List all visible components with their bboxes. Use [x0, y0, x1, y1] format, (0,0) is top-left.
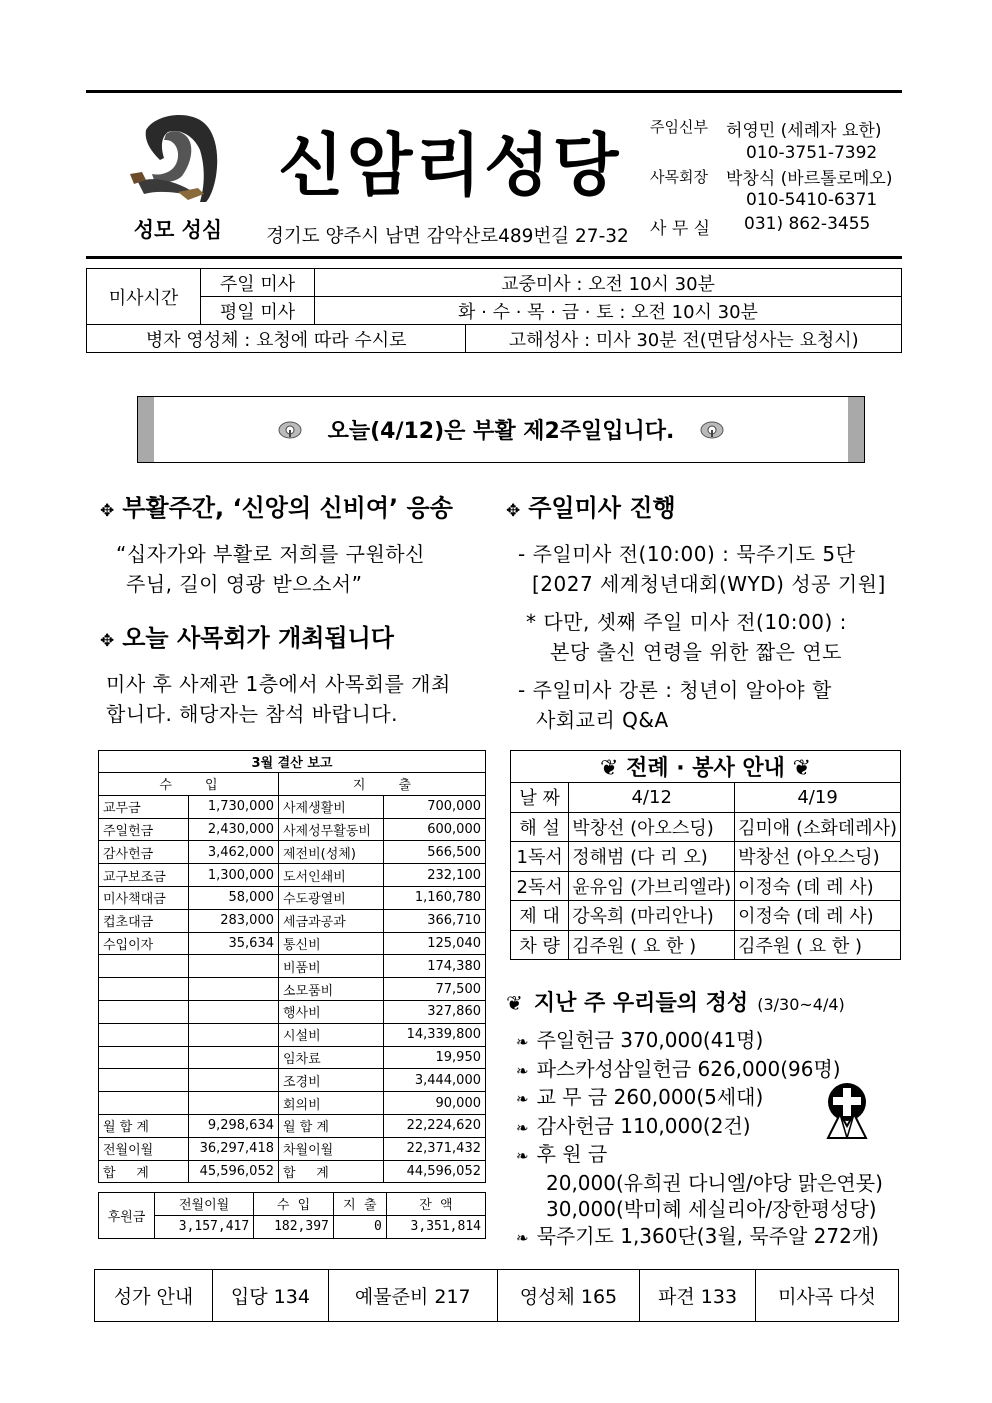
- income-value: [189, 978, 279, 1001]
- page-title: 신암리성당: [278, 127, 622, 206]
- hymn-item: 파견 133: [640, 1270, 756, 1322]
- section-easter: [100, 488, 490, 599]
- expense-value: 1,160,780: [384, 886, 486, 909]
- sick-communion: 병자 영성체 : 요청에 따라 수시로: [87, 325, 466, 353]
- liturgy-role: 날 짜: [511, 783, 569, 813]
- expense-label: 제전비(성체): [279, 841, 384, 864]
- expense-label: 임차료: [279, 1046, 384, 1069]
- expense-value: 232,100: [384, 864, 486, 887]
- section-council-title: 오늘 사목회가 개최됩니다: [122, 624, 394, 652]
- leaf-bullet-icon: ❧: [516, 1228, 529, 1247]
- flower-ornament-icon: [278, 420, 302, 440]
- flower-ornament-icon: [700, 420, 724, 440]
- support-table: [98, 1192, 486, 1239]
- section-easter-line1: “십자가와 부활로 저희를 구원하신: [116, 542, 425, 566]
- support-value: 3,157,417: [155, 1215, 254, 1238]
- expense-label: 합 계: [279, 1160, 384, 1183]
- liturgy-role: 2독서: [511, 871, 569, 901]
- heart-leaf-icon: ❦: [506, 991, 523, 1015]
- banner-text: 오늘(4/12)은 부활 제2주일입니다.: [327, 419, 675, 444]
- finance-row: [99, 978, 486, 1001]
- sunday-value: 교중미사 : 오전 10시 30분: [315, 269, 902, 297]
- offerings-period: (3/30~4/4): [757, 995, 845, 1014]
- offering-text: 교 무 금 260,000(5세대): [536, 1085, 764, 1109]
- income-label: 수입이자: [99, 932, 189, 955]
- donor-line: 30,000(박미혜 세실리아/장한평성당): [546, 1197, 877, 1221]
- role-pastor: 주임신부: [650, 118, 708, 136]
- liturgy-assignee: 정해범 (다 리 오): [569, 842, 735, 872]
- income-label: 주일헌금: [99, 818, 189, 841]
- income-label: 감사헌금: [99, 841, 189, 864]
- liturgy-role: 차 량: [511, 930, 569, 960]
- sunday-mass-line6: 사회교리 Q&A: [536, 708, 669, 732]
- expense-label: 월 합 계: [279, 1114, 384, 1137]
- leaf-bullet-icon: ❧: [516, 1090, 529, 1108]
- income-label: [99, 1023, 189, 1046]
- praying-hands-cross-icon: [818, 1080, 876, 1140]
- leaf-bullet-icon: ❧: [516, 1147, 529, 1165]
- expense-value: 125,040: [384, 932, 486, 955]
- liturgy-assignee: 김주원 ( 요 한 ): [569, 930, 735, 960]
- liturgy-title: 전례 · 봉사 안내: [626, 756, 785, 781]
- role-president: 사목회장: [650, 168, 708, 186]
- heart-leaf-icon: ❦: [599, 756, 619, 781]
- income-value: 45,596,052: [189, 1160, 279, 1183]
- expense-label: 도서인쇄비: [279, 864, 384, 887]
- expense-value: 77,500: [384, 978, 486, 1001]
- expense-label: 소모품비: [279, 978, 384, 1001]
- liturgy-assignee: 4/12: [569, 783, 735, 813]
- support-value: 3,351,814: [386, 1215, 485, 1238]
- income-value: 2,430,000: [189, 818, 279, 841]
- income-label: 미사책대금: [99, 886, 189, 909]
- offering-text: 감사헌금 110,000(2건): [536, 1113, 751, 1138]
- expense-label: 차월이월: [279, 1137, 384, 1160]
- confession: 고해성사 : 미사 30분 전(면담성사는 요청시): [466, 325, 902, 353]
- income-label: 컵초대금: [99, 909, 189, 932]
- finance-row: [99, 795, 486, 818]
- income-value: 1,300,000: [189, 864, 279, 887]
- leaf-bullet-icon: ❧: [516, 1033, 529, 1051]
- pieta-sculpture-icon: [124, 110, 228, 210]
- liturgy-assignee: 강옥희 (마리안나): [569, 901, 735, 931]
- banner-box: [137, 396, 865, 463]
- section-sunday-mass: [506, 488, 906, 735]
- finance-row: [99, 1092, 486, 1115]
- pastor-phone: 010-3751-7392: [746, 143, 878, 163]
- support-header: 잔 액: [386, 1193, 485, 1216]
- expense-label: 시설비: [279, 1023, 384, 1046]
- liturgy-row: [511, 783, 901, 813]
- liturgy-role: 해 설: [511, 812, 569, 842]
- income-value: [189, 1000, 279, 1023]
- expense-value: 44,596,052: [384, 1160, 486, 1183]
- section-sunday-mass-title: 주일미사 진행: [528, 494, 676, 522]
- clover-bullet-icon: ✥: [506, 501, 521, 521]
- income-value: 36,297,418: [189, 1137, 279, 1160]
- support-header: 전월이월: [155, 1193, 254, 1216]
- expense-value: 327,860: [384, 1000, 486, 1023]
- expense-label: 수도광열비: [279, 886, 384, 909]
- president-phone: 010-5410-6371: [746, 190, 878, 210]
- income-value: 9,298,634: [189, 1114, 279, 1137]
- section-council-line1: 미사 후 사제관 1층에서 사목회를 개최: [106, 672, 451, 696]
- schedule-label: 미사시간: [87, 269, 201, 325]
- sunday-mass-line1: - 주일미사 전(10:00) : 묵주기도 5단: [518, 542, 856, 566]
- finance-row: [99, 932, 486, 955]
- banner-right-bar: [848, 397, 864, 462]
- income-label: [99, 1046, 189, 1069]
- finance-row: [99, 1114, 486, 1137]
- finance-row: [99, 1023, 486, 1046]
- office-phone: 031) 862-3455: [744, 214, 871, 234]
- income-label: 전월이월: [99, 1137, 189, 1160]
- section-council-line2: 합니다. 해당자는 참석 바랍니다.: [106, 702, 398, 726]
- income-value: 58,000: [189, 886, 279, 909]
- liturgy-row: [511, 901, 901, 931]
- patron-label: 성모 성심: [133, 218, 223, 242]
- sunday-mass-line5: - 주일미사 강론 : 청년이 알아야 할: [518, 678, 832, 702]
- hymn-item: 영성체 165: [497, 1270, 639, 1322]
- finance-row: [99, 1137, 486, 1160]
- sunday-mass-line3: * 다만, 셋째 주일 미사 전(10:00) :: [526, 610, 847, 634]
- expense-label: 세금과공과: [279, 909, 384, 932]
- expense-label: 행사비: [279, 1000, 384, 1023]
- income-value: 283,000: [189, 909, 279, 932]
- finance-row: [99, 1160, 486, 1183]
- heart-leaf-icon: ❦: [792, 756, 812, 781]
- support-header: 수 입: [254, 1193, 334, 1216]
- income-label: 월 합 계: [99, 1114, 189, 1137]
- liturgy-assignee: 김미애 (소화데레사): [735, 812, 901, 842]
- clover-bullet-icon: ✥: [100, 631, 115, 651]
- role-office: 사 무 실: [650, 219, 711, 239]
- finance-row: [99, 1046, 486, 1069]
- liturgy-role: 제 대: [511, 901, 569, 931]
- offering-item: [516, 1027, 906, 1056]
- section-easter-title: 부활주간, ‘신앙의 신비여’ 응송: [122, 494, 453, 522]
- expense-value: 600,000: [384, 818, 486, 841]
- liturgy-assignee: 김주원 ( 요 한 ): [735, 930, 901, 960]
- expense-label: 사제생활비: [279, 795, 384, 818]
- income-value: 35,634: [189, 932, 279, 955]
- expense-value: 19,950: [384, 1046, 486, 1069]
- expense-value: 22,224,620: [384, 1114, 486, 1137]
- expense-value: 700,000: [384, 795, 486, 818]
- liturgy-assignee: 박창선 (아오스딩): [569, 812, 735, 842]
- liturgy-assignee: 윤유임 (가브리엘라): [569, 871, 735, 901]
- finance-row: [99, 864, 486, 887]
- expense-value: 14,339,800: [384, 1023, 486, 1046]
- clover-bullet-icon: ✥: [100, 501, 115, 521]
- expense-header: 지 출: [279, 773, 486, 796]
- income-value: [189, 955, 279, 978]
- leaf-bullet-icon: ❧: [516, 1061, 529, 1080]
- income-value: [189, 1046, 279, 1069]
- section-council: [100, 618, 490, 729]
- singing-table: [94, 1269, 899, 1322]
- expense-value: 90,000: [384, 1092, 486, 1115]
- income-label: [99, 1092, 189, 1115]
- finance-row: [99, 1069, 486, 1092]
- finance-row: [99, 841, 486, 864]
- donor-line: 20,000(유희권 다니엘/야당 맑은연못): [546, 1170, 883, 1195]
- income-label: [99, 1069, 189, 1092]
- liturgy-row: [511, 842, 901, 872]
- singing-label: 성가 안내: [95, 1270, 213, 1322]
- income-label: [99, 1000, 189, 1023]
- support-value: 0: [333, 1215, 386, 1238]
- finance-row: [99, 1000, 486, 1023]
- expense-value: 22,371,432: [384, 1137, 486, 1160]
- expense-label: 통신비: [279, 932, 384, 955]
- expense-value: 366,710: [384, 909, 486, 932]
- liturgy-row: [511, 812, 901, 842]
- offering-item: [516, 1141, 906, 1170]
- finance-row: [99, 909, 486, 932]
- sunday-mass-line2: [2027 세계청년대회(WYD) 성공 기원]: [532, 572, 886, 596]
- liturgy-assignee: 4/19: [735, 783, 901, 813]
- income-value: [189, 1092, 279, 1115]
- expense-value: 566,500: [384, 841, 486, 864]
- weekday-value: 화 · 수 · 목 · 금 · 토 : 오전 10시 30분: [315, 297, 902, 325]
- weekday-label: 평일 미사: [201, 297, 315, 325]
- offering-text: 후 원 금: [536, 1142, 608, 1166]
- liturgy-row: [511, 871, 901, 901]
- hymn-item: 입당 134: [213, 1270, 329, 1322]
- support-value: 182,397: [254, 1215, 334, 1238]
- income-label: 교무금: [99, 795, 189, 818]
- liturgy-row: [511, 930, 901, 960]
- income-label: [99, 955, 189, 978]
- sunday-mass-line4: 본당 출신 연령을 위한 짧은 연도: [550, 640, 842, 664]
- expense-label: 사제성무활동비: [279, 818, 384, 841]
- finance-table: [98, 750, 486, 1183]
- expense-label: 회의비: [279, 1092, 384, 1115]
- income-value: [189, 1023, 279, 1046]
- liturgy-assignee: 박창선 (아오스딩): [735, 842, 901, 872]
- banner-left-bar: [138, 397, 154, 462]
- income-label: 합 계: [99, 1160, 189, 1183]
- support-header: 지 출: [333, 1193, 386, 1216]
- rosary-line: 묵주기도 1,360단(3월, 묵주알 272개): [536, 1223, 879, 1248]
- expense-label: 조경비: [279, 1069, 384, 1092]
- section-easter-line2: 주님, 길이 영광 받으소서”: [126, 572, 363, 596]
- president-name: 박창식 (바르톨로메오): [726, 169, 893, 189]
- finance-title: 3월 결산 보고: [99, 751, 486, 773]
- liturgy-assignee: 이정숙 (데 레 사): [735, 871, 901, 901]
- offerings-title: 지난 주 우리들의 정성: [533, 991, 749, 1016]
- header-rule: [86, 256, 902, 259]
- finance-row: [99, 886, 486, 909]
- liturgy-table: [510, 750, 901, 960]
- pastor-name: 허영민 (세례자 요한): [726, 121, 882, 141]
- top-rule: [86, 90, 902, 93]
- income-value: [189, 1069, 279, 1092]
- sunday-label: 주일 미사: [201, 269, 315, 297]
- offering-text: 파스카성삼일헌금 626,000(96명): [536, 1056, 841, 1081]
- expense-value: 3,444,000: [384, 1069, 486, 1092]
- liturgy-assignee: 이정숙 (데 레 사): [735, 901, 901, 931]
- finance-row: [99, 818, 486, 841]
- income-label: 교구보조금: [99, 864, 189, 887]
- address: 경기도 양주시 남면 감악산로489번길 27-32: [266, 226, 629, 247]
- income-value: 3,462,000: [189, 841, 279, 864]
- hymn-item: 미사곡 다섯: [755, 1270, 898, 1322]
- support-label: 후원금: [99, 1193, 155, 1239]
- finance-row: [99, 955, 486, 978]
- leaf-bullet-icon: ❧: [516, 1118, 529, 1137]
- liturgy-role: 1독서: [511, 842, 569, 872]
- hymn-item: 예물준비 217: [328, 1270, 497, 1322]
- income-label: [99, 978, 189, 1001]
- expense-label: 비품비: [279, 955, 384, 978]
- expense-value: 174,380: [384, 955, 486, 978]
- mass-schedule-table: [86, 268, 902, 353]
- offering-text: 주일헌금 370,000(41명): [536, 1028, 764, 1052]
- income-value: 1,730,000: [189, 795, 279, 818]
- income-header: 수 입: [99, 773, 279, 796]
